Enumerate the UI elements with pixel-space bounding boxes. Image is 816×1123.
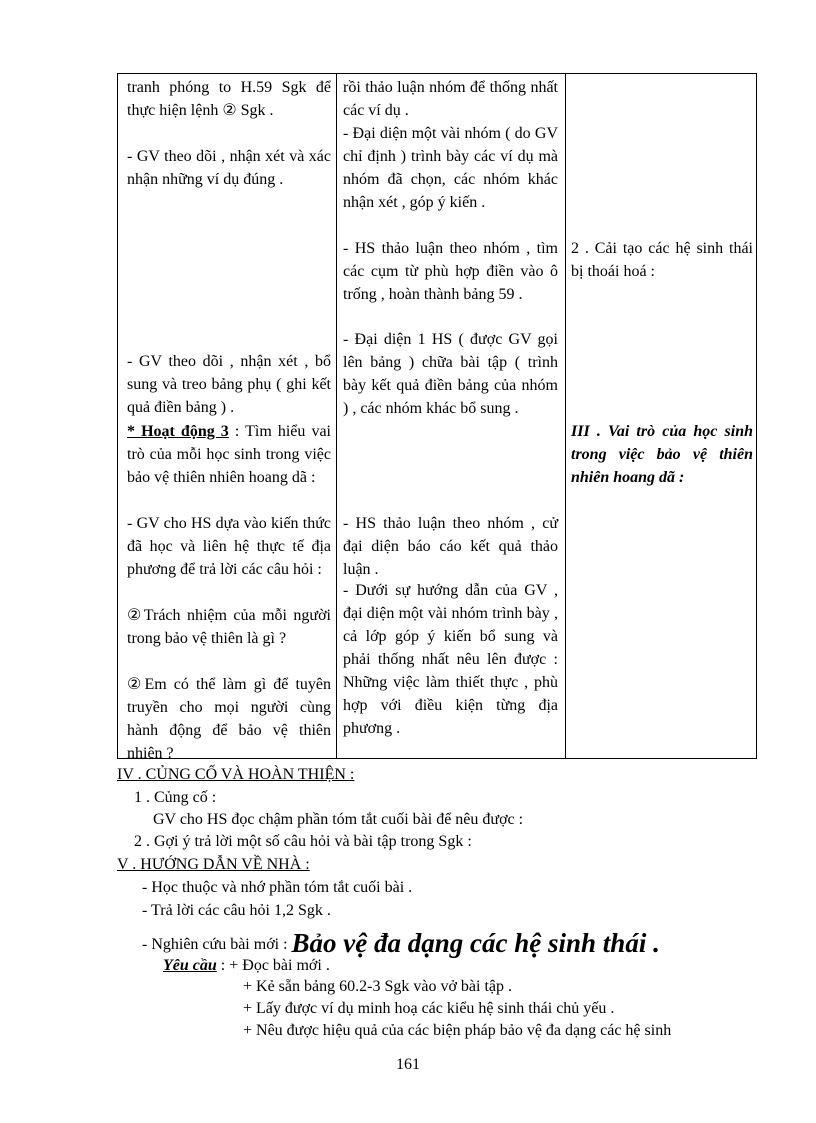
section-4-item-1-text: GV cho HS đọc chậm phần tóm tắt cuối bài để nêu được : xyxy=(153,811,524,828)
section-4-heading: IV . CỦNG CỐ VÀ HOÀN THIỆN : xyxy=(117,766,355,783)
next-lesson-line xyxy=(142,928,660,958)
requirements-line xyxy=(163,956,330,976)
question-2: ②Em có thể làm gì để tuyên truyền cho mọi người cùng hành động để bảo vệ thiên nhiên ? xyxy=(127,676,331,762)
activity-3-paragraph xyxy=(127,420,331,489)
homework-line: - Trả lời các câu hỏi 1,2 Sgk . xyxy=(142,902,331,919)
section-2-heading: 2 . Cải tạo các hệ sinh thái bị thoái hoá : xyxy=(571,240,753,280)
teacher-activity-column xyxy=(118,74,337,762)
col1-paragraph: tranh phóng to H.59 Sgk để thực hiện lệnh ② Sgk . xyxy=(127,79,331,119)
requirement-item: + Đọc bài mới . xyxy=(229,957,330,974)
content-column xyxy=(566,74,756,758)
col2-paragraph: - Đại diện 1 HS ( được GV gọi lên bảng ) chữa bài tập ( trình bày kết quả điền bảng của nhóm ) , các nhóm khác bổ sung . xyxy=(343,331,558,417)
activity-3-label: * Hoạt động 3 xyxy=(127,423,229,440)
requirement-item: + Kẻ sẵn bảng 60.2-3 Sgk vào vở bài tập . xyxy=(243,978,512,995)
section-5-heading: V . HƯỚNG DẪN VỀ NHÀ : xyxy=(117,856,310,873)
col1-paragraph: - GV theo dõi , nhận xét , bổ sung và treo bảng phụ ( ghi kết quả điền bảng ) . xyxy=(127,353,331,416)
next-lesson-title: Bảo vệ đa dạng các hệ sinh thái . xyxy=(291,928,660,958)
col2-paragraph: - HS thảo luận theo nhóm , cử đại diện báo cáo kết quả thảo luận . xyxy=(343,515,558,578)
section-3-heading: III . Vai trò của học sinh trong việc bảo vệ thiên nhiên hoang dã : xyxy=(571,423,753,486)
requirement-item: + Nêu được hiệu quả của các biện pháp bảo vệ đa dạng các hệ sinh xyxy=(243,1022,672,1039)
col2-paragraph: - Dưới sự hướng dẫn của GV , đại diện một vài nhóm trình bày , cả lớp góp ý kiến bổ sung và phải thống nhất nêu lên được : Những việc làm thiết thực , phù hợp với điều kiện từng địa phương . xyxy=(343,582,558,737)
requirements-label: Yêu cầu xyxy=(163,957,217,974)
col1-paragraph: - GV theo dõi , nhận xét và xác nhận những ví dụ đúng . xyxy=(127,148,331,188)
lesson-table xyxy=(117,73,757,762)
page-number: 161 xyxy=(396,1056,420,1073)
col2-paragraph: - HS thảo luận theo nhóm , tìm các cụm từ phù hợp điền vào ô trống , hoàn thành bảng 59 . xyxy=(343,240,558,303)
student-activity-column xyxy=(337,74,566,758)
section-4-item-2: 2 . Gợi ý trả lời một số câu hỏi và bài tập trong Sgk : xyxy=(134,833,472,850)
activity-3-text: : Tìm hiểu vai trò của mỗi học sinh trong việc bảo vệ thiên nhiên hoang dã : xyxy=(127,423,331,486)
question-1: ②Trách nhiệm của mỗi người trong bảo vệ thiên là gì ? xyxy=(127,607,331,647)
section-4-item-1: 1 . Củng cố : xyxy=(134,789,217,806)
requirements-separator: : xyxy=(216,957,230,974)
homework-line: - Học thuộc và nhớ phần tóm tắt cuối bài . xyxy=(142,879,413,896)
next-lesson-prefix: - Nghiên cứu bài mới : xyxy=(142,936,292,953)
col2-paragraph: rồi thảo luận nhóm để thống nhất các ví dụ . xyxy=(343,79,558,119)
col1-paragraph: - GV cho HS dựa vào kiến thức đã học và liên hệ thực tế địa phương để trả lời các câu hỏi : xyxy=(127,515,331,578)
requirement-item: + Lấy được ví dụ minh hoạ các kiểu hệ sinh thái chủ yếu . xyxy=(243,1000,615,1017)
col2-paragraph: - Đại diện một vài nhóm ( do GV chỉ định ) trình bày các ví dụ mà nhóm đã chọn, các nhóm khác nhận xét , góp ý kiến . xyxy=(343,125,558,211)
